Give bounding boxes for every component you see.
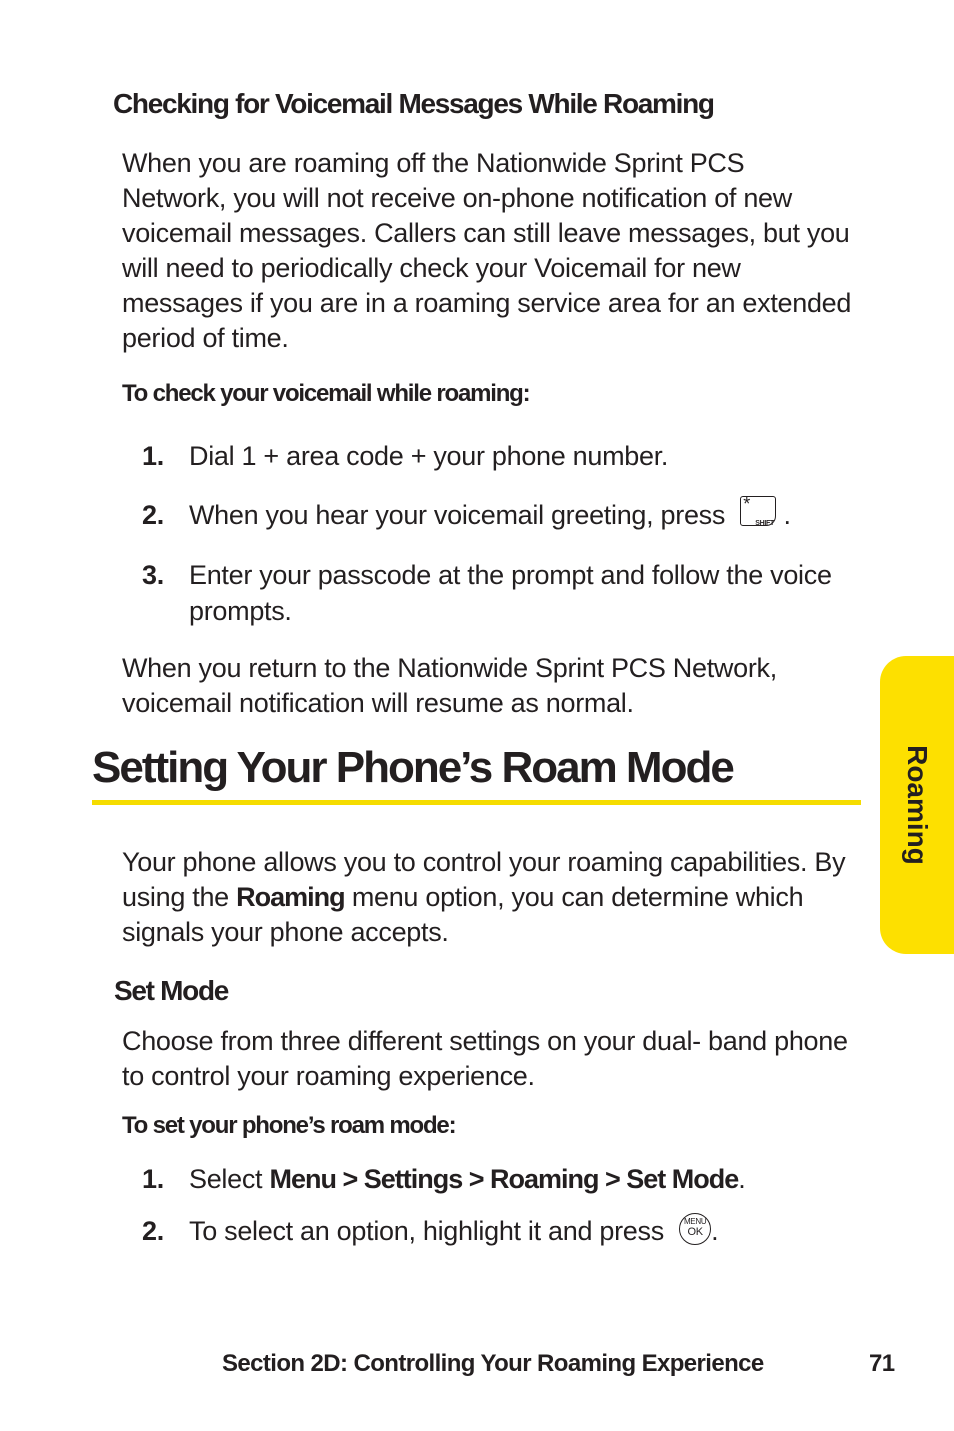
set-mode-heading: Set Mode — [114, 975, 229, 1006]
step-number: 2. — [142, 500, 164, 530]
step-number: 1. — [142, 1164, 164, 1194]
outro-paragraph: When you return to the Nationwide Sprint PCS Network, voicemail notification will resume as normal. — [122, 653, 777, 718]
list-item — [142, 438, 872, 478]
step-text-after: . — [783, 500, 791, 530]
step-text: Dial 1 + area code + your phone number. — [189, 441, 669, 471]
step-text — [189, 493, 869, 533]
page-number: 71 — [869, 1350, 895, 1377]
roaming-menu-term: Roaming — [236, 882, 345, 912]
section-heading: Checking for Voicemail Messages While Roaming — [113, 88, 714, 119]
roam-intro-paragraph: Your phone allows you to control your roaming capabilities. By using the Roaming menu option, you can determine which signals your phone accepts. — [122, 847, 846, 947]
title-underline — [92, 800, 861, 805]
section-tab-label: Roaming — [902, 745, 933, 865]
menu-ok-key-icon: MENU OK — [679, 1213, 711, 1245]
list-item — [142, 557, 872, 633]
set-mode-paragraph: Choose from three different settings on your dual- band phone to control your roaming experience. — [122, 1026, 848, 1091]
step-text-before: When you hear your voicemail greeting, press — [189, 500, 726, 530]
step-number: 3. — [142, 560, 164, 590]
intro-paragraph: When you are roaming off the Nationwide Sprint PCS Network, you will not receive on-phone notification of new voicemail messages. Callers can still leave messages, but you will need to periodically check your Voicemail for new messages if you are in a roaming service area for an extended period of time. — [122, 148, 852, 353]
footer-section-title: Section 2D: Controlling Your Roaming Experience — [222, 1350, 764, 1377]
page-title: Setting Your Phone’s Roam Mode — [92, 743, 733, 792]
procedure-lead: To check your voicemail while roaming: — [122, 380, 530, 407]
list-item — [142, 1161, 872, 1201]
step-number: 1. — [142, 441, 164, 471]
step-text: Select Menu > Settings > Roaming > Set Mode. — [189, 1164, 746, 1194]
list-item — [142, 493, 872, 537]
step-text: Enter your passcode at the prompt and follow the voice prompts. — [189, 560, 832, 626]
list-item — [142, 1213, 872, 1253]
section-tab — [880, 656, 954, 954]
procedure-lead: To set your phone’s roam mode: — [122, 1112, 456, 1139]
star-shift-key-icon: * SHIFT — [740, 496, 776, 526]
step-text: To select an option, highlight it and press MENU OK . — [189, 1213, 869, 1249]
step-number: 2. — [142, 1216, 164, 1246]
menu-path: Menu > Settings > Roaming > Set Mode — [269, 1164, 739, 1194]
